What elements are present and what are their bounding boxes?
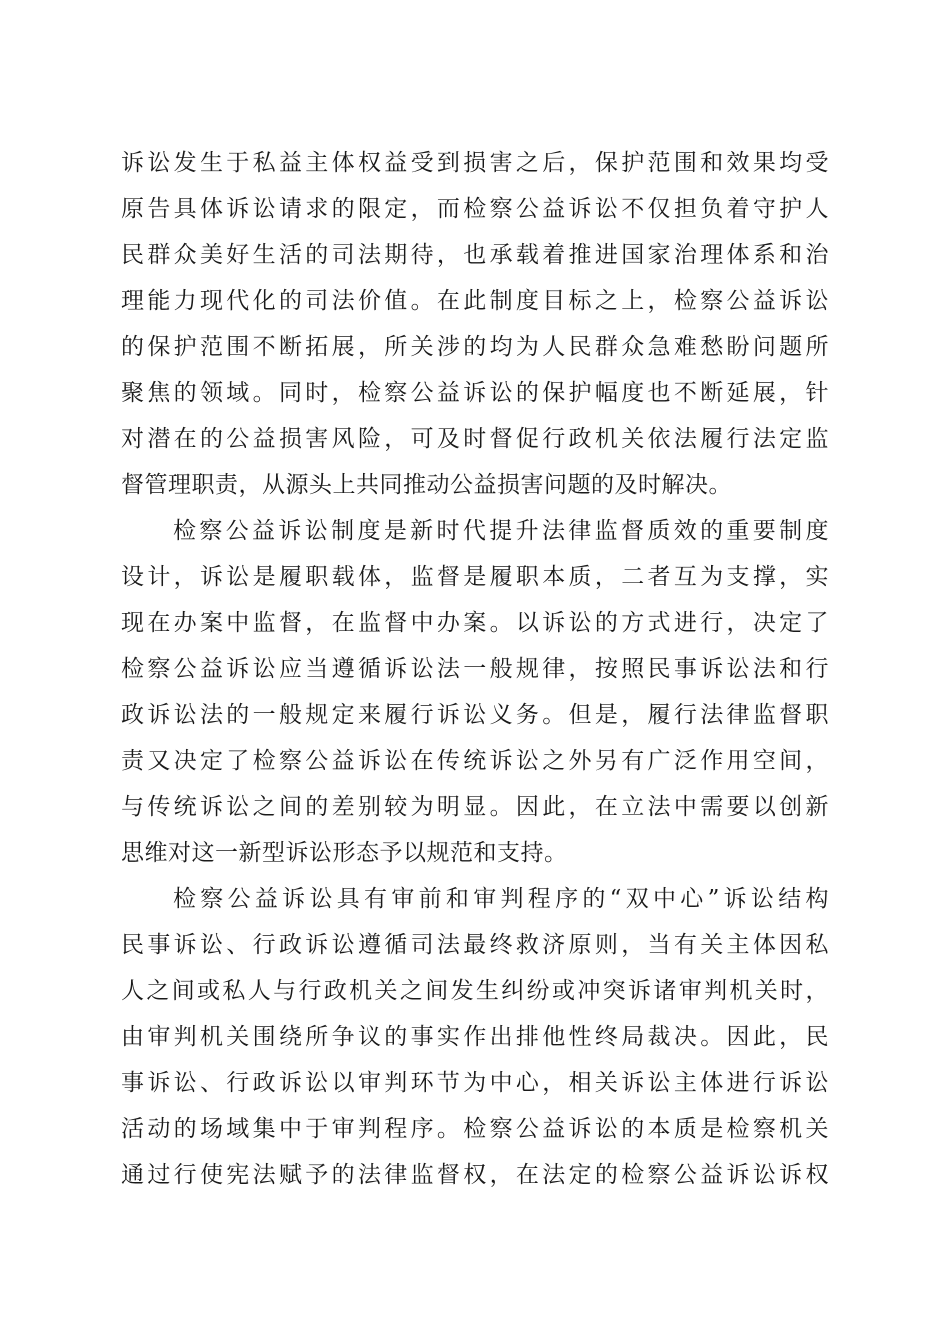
paragraph-2 <box>121 508 829 876</box>
text-line: 诉讼发生于私益主体权益受到损害之后，保护范围和效果均受 <box>121 150 829 176</box>
text-line: 民事诉讼、行政诉讼遵循司法最终救济原则，当有关主体因私 <box>121 932 829 958</box>
text-line: 与传统诉讼之间的差别较为明显。因此，在立法中需要以创新 <box>121 794 829 820</box>
text-line: 责又决定了检察公益诉讼在传统诉讼之外另有广泛作用空间， <box>121 748 829 774</box>
text-line: 活动的场域集中于审判程序。检察公益诉讼的本质是检察机关 <box>121 1116 829 1142</box>
text-line: 检察公益诉讼应当遵循诉讼法一般规律，按照民事诉讼法和行 <box>121 656 829 682</box>
text-line: 政诉讼法的一般规定来履行诉讼义务。但是，履行法律监督职 <box>121 702 829 728</box>
text-line: 督管理职责，从源头上共同推动公益损害问题的及时解决。 <box>121 472 732 498</box>
text-line: 的保护范围不断拓展，所关涉的均为人民群众急难愁盼问题所 <box>121 334 829 360</box>
text-line: 事诉讼、行政诉讼以审判环节为中心，相关诉讼主体进行诉讼 <box>121 1070 829 1096</box>
text-line: 通过行使宪法赋予的法律监督权，在法定的检察公益诉讼诉权 <box>121 1162 829 1188</box>
text-line: 民群众美好生活的司法期待，也承载着推进国家治理体系和治 <box>121 242 829 268</box>
text-line: 聚焦的领域。同时，检察公益诉讼的保护幅度也不断延展，针 <box>121 380 829 406</box>
text-line: 设计，诉讼是履职载体，监督是履职本质，二者互为支撑，实 <box>121 564 829 590</box>
text-line: 原告具体诉讼请求的限定，而检察公益诉讼不仅担负着守护人 <box>121 196 829 222</box>
text-line: 对潜在的公益损害风险，可及时督促行政机关依法履行法定监 <box>121 426 829 452</box>
paragraph-1 <box>121 140 829 508</box>
text-line: 现在办案中监督，在监督中办案。以诉讼的方式进行，决定了 <box>121 610 829 636</box>
body-text <box>121 140 829 1198</box>
text-line: 由审判机关围绕所争议的事实作出排他性终局裁决。因此，民 <box>121 1024 829 1050</box>
text-line: 思维对这一新型诉讼形态予以规范和支持。 <box>121 840 568 866</box>
text-line: 检察公益诉讼具有审前和审判程序的“双中心”诉讼结构 <box>173 886 829 912</box>
text-line: 人之间或私人与行政机关之间发生纠纷或冲突诉诸审判机关时， <box>121 978 829 1004</box>
paragraph-3 <box>121 876 829 1198</box>
text-line: 理能力现代化的司法价值。在此制度目标之上，检察公益诉讼 <box>121 288 829 314</box>
text-line: 检察公益诉讼制度是新时代提升法律监督质效的重要制度 <box>173 518 829 544</box>
